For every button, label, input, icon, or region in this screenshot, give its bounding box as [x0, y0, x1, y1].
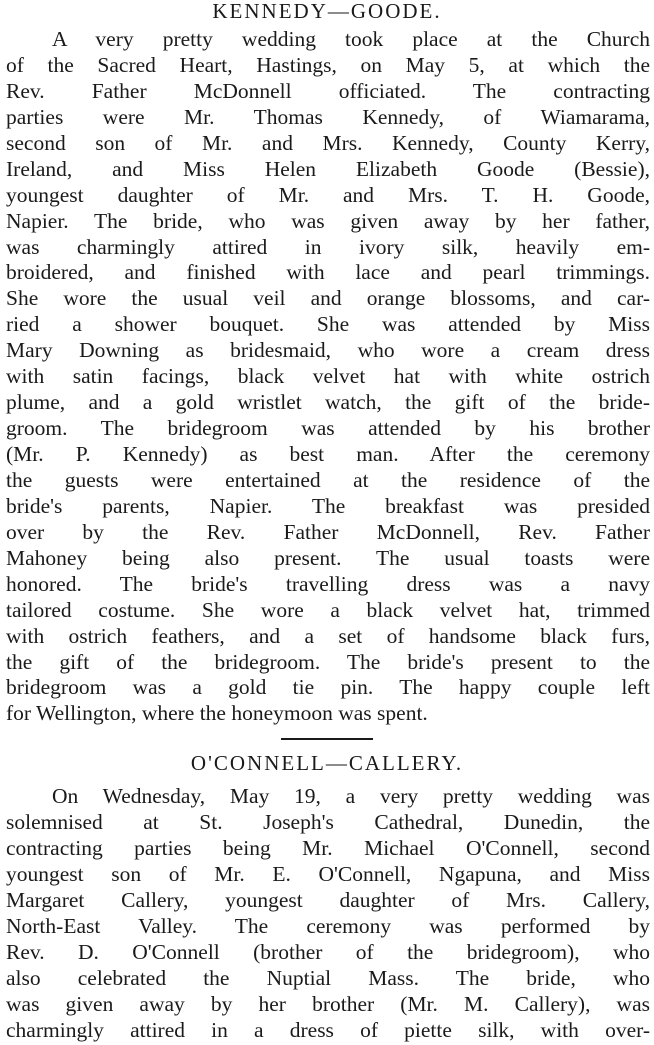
text-line: North-East Valley. The ceremony was performed by: [6, 914, 650, 938]
text-line: youngest daughter of Mr. and Mrs. T. H. Goode,: [6, 182, 650, 207]
text-line: Ireland, and Miss Helen Elizabeth Goode (Bessie),: [6, 156, 650, 181]
text-line: over by the Rev. Father McDonnell, Rev. Father: [6, 519, 650, 544]
article-oconnell-callery: [0, 752, 654, 1043]
section-divider: [281, 738, 373, 740]
text-line: was given away by her brother (Mr. M. Callery), was: [6, 991, 650, 1016]
text-line: the gift of the bridegroom. The bride's present to the: [6, 649, 650, 674]
text-line: second son of Mr. and Mrs. Kennedy, County Kerry,: [6, 130, 650, 155]
text-line: ried a shower bouquet. She was attended by Miss: [6, 312, 650, 337]
text-line: charmingly attired in a dress of piette silk, with over-: [6, 1017, 650, 1042]
text-line: also celebrated the Nuptial Mass. The bride, who: [6, 965, 650, 990]
text-line: tailored costume. She wore a black velvet hat, trimmed: [6, 597, 650, 622]
text-line: Mary Downing as bridesmaid, who wore a cream dress: [6, 338, 650, 363]
article-heading: O'CONNELL—CALLERY.: [190, 751, 464, 776]
text-line: the guests were entertained at the residence of the: [6, 467, 650, 492]
article-body: [0, 27, 654, 727]
text-line: plume, and a gold wristlet watch, the gift of the bride-: [6, 390, 650, 415]
text-line: Margaret Callery, youngest daughter of Mrs. Callery,: [6, 888, 650, 913]
text-line: groom. The bridegroom was attended by his brother: [6, 416, 650, 441]
text-line: for Wellington, where the honeymoon was spent.: [6, 701, 428, 726]
article-heading: KENNEDY—GOODE.: [212, 0, 442, 23]
text-line: contracting parties being Mr. Michael O'Connell, second: [6, 836, 650, 861]
text-line: (Mr. P. Kennedy) as best man. After the ceremony: [6, 442, 650, 466]
text-line: bridegroom was a gold tie pin. The happy couple left: [6, 675, 650, 700]
text-line: She wore the usual veil and orange blossoms, and car-: [6, 286, 650, 311]
text-line: broidered, and finished with lace and pearl trimmings.: [6, 260, 650, 285]
text-line: bride's parents, Napier. The breakfast was presided: [6, 493, 650, 518]
text-line: Rev. D. O'Connell (brother of the bridegroom), who: [6, 939, 650, 964]
text-line: On Wednesday, May 19, a very pretty wedding was: [52, 784, 650, 809]
text-line: Rev. Father McDonnell officiated. The contracting: [6, 78, 650, 103]
text-line: parties were Mr. Thomas Kennedy, of Wiamarama,: [6, 104, 650, 129]
text-line: A very pretty wedding took place at the Church: [52, 27, 650, 51]
text-line: Mahoney being also present. The usual toasts were: [6, 545, 650, 570]
article-body: [0, 784, 654, 1043]
text-line: honored. The bride's travelling dress was a navy: [6, 571, 650, 596]
text-line: Napier. The bride, who was given away by her father,: [6, 208, 650, 233]
text-line: with ostrich feathers, and a set of handsome black furs,: [6, 623, 650, 648]
text-line: solemnised at St. Joseph's Cathedral, Dunedin, the: [6, 810, 650, 835]
text-line: of the Sacred Heart, Hastings, on May 5, at which the: [6, 52, 650, 77]
text-line: was charmingly attired in ivory silk, heavily em-: [6, 234, 650, 259]
text-line: youngest son of Mr. E. O'Connell, Ngapuna, and Miss: [6, 862, 650, 887]
text-line: with satin facings, black velvet hat with white ostrich: [6, 364, 650, 389]
